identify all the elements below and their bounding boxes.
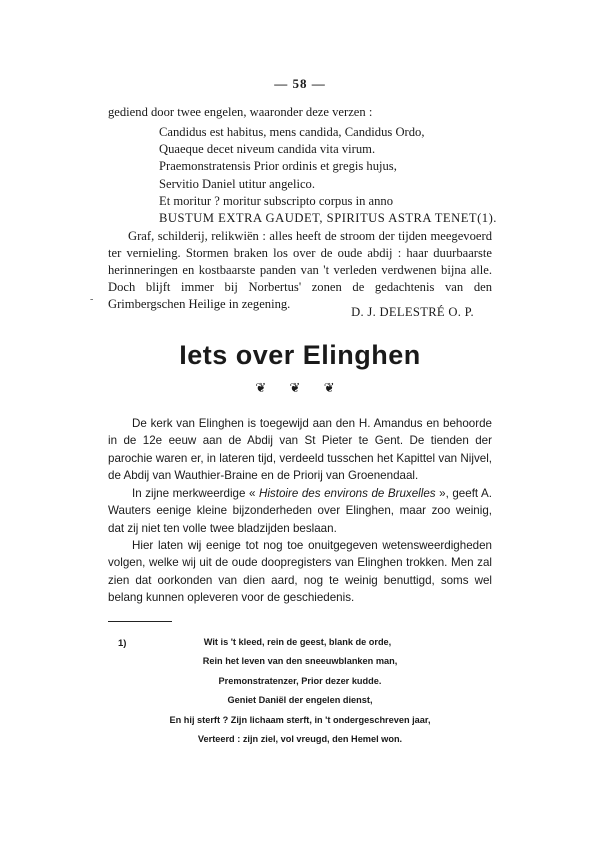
p2-text-after: », geeft A. Wauters eenige kleine bijzonderheden over Elinghen, maar zoo weinig, dat zij niet ten volle twee bladzijden beslaan. bbox=[108, 487, 492, 535]
margin-mark: - bbox=[90, 294, 94, 305]
article-title: Iets over Elinghen bbox=[179, 340, 421, 370]
paragraph-graf: Graf, schilderij, relikwiën : alles heeft de stroom der tijden meegevoerd ter vernieling. Stormen braken los over de oude abdij : haar duurbaarste herinneringen en kostbaarste panden van 't verleden verdwenen bijna alle. Doch blijft immer bij Norbertus' zonen de gedachtenis van den Grimbergschen Heilige in zegening. bbox=[108, 229, 492, 311]
verse-line: Et moritur ? moritur subscripto corpus in anno bbox=[159, 193, 393, 208]
footnote-line: Rein het leven van den sneeuwblanken man, bbox=[202, 656, 398, 667]
body-paragraph-2 bbox=[108, 485, 492, 537]
footnote-mark: 1) bbox=[118, 638, 127, 649]
verse-line-chronogram: BUSTUM EXTRA GAUDET, SPIRITUS ASTRA TENET(1). bbox=[159, 211, 497, 226]
verse-line: Candidus est habitus, mens candida, Candidus Ordo, bbox=[159, 125, 425, 139]
book-title: Histoire des environs de Bruxelles bbox=[258, 487, 436, 500]
footnote-line: Wit is 't kleed, rein de geest, blank de orde, bbox=[203, 637, 392, 647]
verse-line: Servitio Daniel utitur angelico. bbox=[159, 176, 315, 191]
footnote-translation bbox=[150, 633, 450, 749]
intro-line: gediend door twee engelen, waaronder deze verzen : bbox=[108, 105, 373, 119]
footnote-line: Premonstratenzer, Prior dezer kudde. bbox=[218, 675, 382, 686]
latin-verse bbox=[159, 124, 497, 227]
body-paragraph-1: De kerk van Elinghen is toegewijd aan den H. Amandus en behoorde in de 12e eeuw aan de Abdij van St Pieter te Gent. De tienden der parochie waren er, in lateren tijd, verdeeld tusschen het Kapittel van Nijvel, de Abdij van Wauthier-Braine en de Priorij van Groenendaal. bbox=[108, 417, 492, 483]
body-paragraph-3: Hier laten wij eenige tot nog toe onuitgegeven wetensweerdigheden volgen, welke wij uit de oude doopregisters van Elinghen trokken. Men zal zien dat oorkonden van dien aard, nog te weinig benuttigd, soms wel belang kunnen opleveren voor de geschiedenis. bbox=[108, 539, 492, 605]
footnote-line: Verteerd : zijn ziel, vol vreugd, den Hemel won. bbox=[197, 734, 403, 745]
footnote-divider bbox=[108, 621, 172, 622]
footnote-line: Geniet Daniël der engelen dienst, bbox=[227, 695, 373, 706]
author-signature: D. J. DELESTRÉ O. P. bbox=[351, 305, 474, 319]
verse-line: Quaeque decet niveum candida vita virum. bbox=[159, 142, 376, 157]
footnote-line: En hij sterft ? Zijn lichaam sterft, in 't ondergeschreven jaar, bbox=[169, 714, 431, 725]
verse-line: Praemonstratensis Prior ordinis et gregis hujus, bbox=[159, 159, 397, 174]
leaf-ornament-icon: ❦ ❦ ❦ bbox=[255, 380, 345, 395]
page-number: — 58 — bbox=[274, 76, 326, 91]
p2-text-before: In zijne merkweerdige « bbox=[132, 487, 259, 500]
